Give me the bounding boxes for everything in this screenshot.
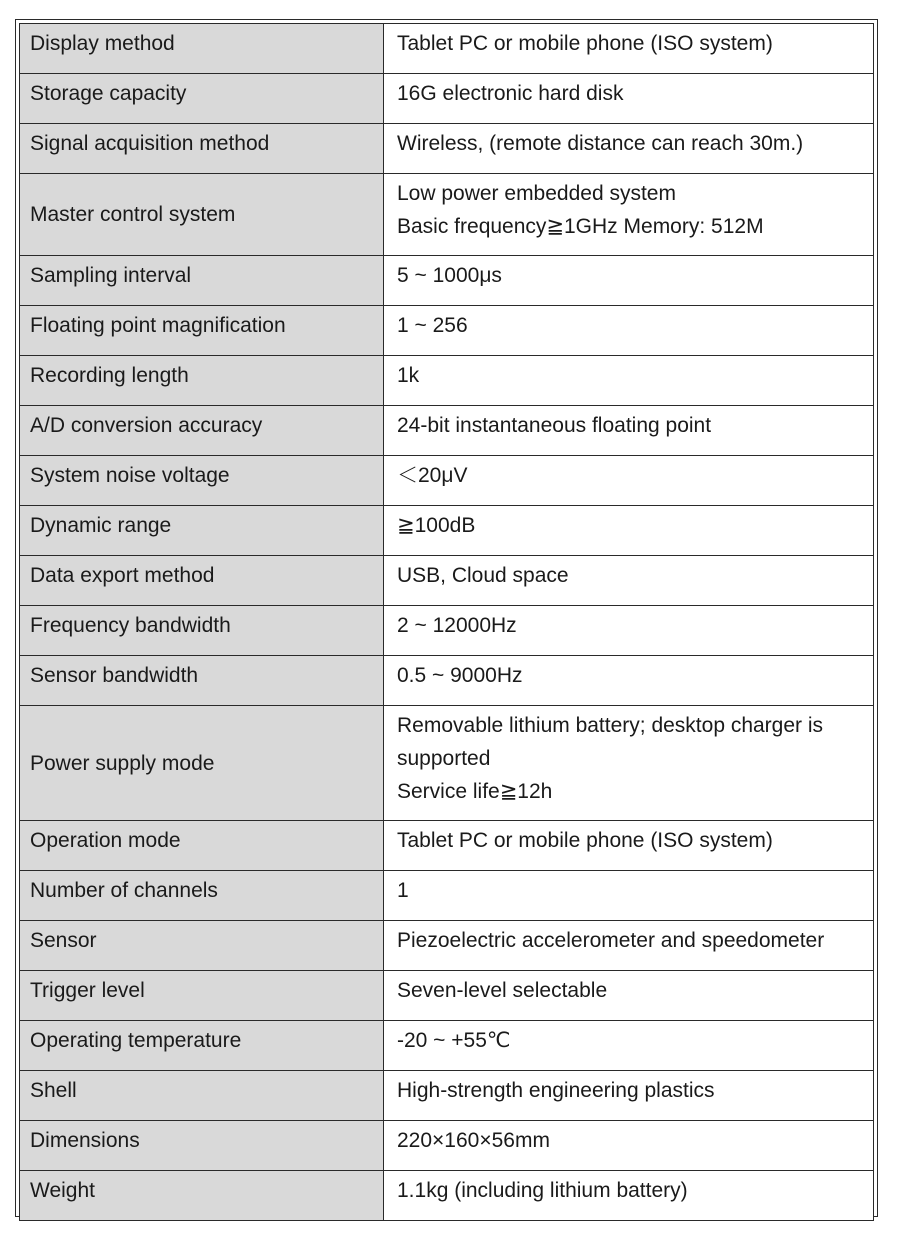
spec-value [384,656,874,706]
spec-row [20,74,874,124]
spec-value [384,256,874,306]
spec-table-body [20,24,874,1221]
spec-label: Master control system [20,174,384,256]
spec-row [20,174,874,256]
spec-label: Shell [20,1071,384,1121]
spec-label: Storage capacity [20,74,384,124]
spec-label: Display method [20,24,384,74]
spec-label: Trigger level [20,971,384,1021]
spec-value [384,356,874,406]
spec-label: Weight [20,1171,384,1221]
spec-value [384,971,874,1021]
spec-value [384,406,874,456]
spec-row [20,406,874,456]
spec-row [20,606,874,656]
spec-value-line: ＜20μV [397,464,468,487]
spec-row [20,1021,874,1071]
spec-label: Sensor bandwidth [20,656,384,706]
spec-value-line: Wireless, (remote distance can reach 30m.) [397,132,804,155]
spec-value-line: 16G electronic hard disk [397,82,624,105]
spec-label: Dynamic range [20,506,384,556]
spec-table [19,23,874,1221]
spec-row [20,706,874,821]
spec-row [20,1071,874,1121]
spec-value-line: 220×160×56mm [397,1129,550,1152]
spec-label: Data export method [20,556,384,606]
spec-value [384,74,874,124]
spec-table-frame [15,19,878,1217]
spec-label: Sensor [20,921,384,971]
spec-label: Recording length [20,356,384,406]
spec-value-line: 5 ~ 1000μs [397,264,502,287]
spec-label: A/D conversion accuracy [20,406,384,456]
spec-value-line: Low power embedded system [397,182,676,205]
spec-row [20,821,874,871]
spec-value [384,1021,874,1071]
spec-value-line: Service life≧12h [397,780,553,803]
spec-value-line: 1 ~ 256 [397,314,468,337]
spec-value-line: Tablet PC or mobile phone (ISO system) [397,32,773,55]
spec-value-line: 2 ~ 12000Hz [397,614,517,637]
spec-value [384,871,874,921]
spec-value-line: 24-bit instantaneous floating point [397,414,712,437]
spec-row [20,506,874,556]
spec-value [384,306,874,356]
spec-label: Signal acquisition method [20,124,384,174]
spec-row [20,871,874,921]
spec-value [384,24,874,74]
spec-label: Sampling interval [20,256,384,306]
spec-label: Number of channels [20,871,384,921]
spec-value [384,1071,874,1121]
spec-value-line: 1 [397,879,409,902]
spec-label: System noise voltage [20,456,384,506]
spec-label: Operation mode [20,821,384,871]
spec-value-line: Piezoelectric accelerometer and speedometer [397,929,825,952]
spec-value-line: 1k [397,364,420,387]
spec-value [384,556,874,606]
spec-value [384,1121,874,1171]
spec-row [20,656,874,706]
spec-value-line: 1.1kg (including lithium battery) [397,1179,688,1202]
spec-value [384,606,874,656]
spec-value-line: Basic frequency≧1GHz Memory: 512M [397,215,764,238]
spec-value [384,124,874,174]
spec-value [384,921,874,971]
spec-row [20,1121,874,1171]
spec-row [20,456,874,506]
spec-row [20,1171,874,1221]
spec-value [384,506,874,556]
spec-value [384,456,874,506]
spec-value-line: ≧100dB [397,514,476,537]
spec-row [20,356,874,406]
spec-label: Dimensions [20,1121,384,1171]
spec-row [20,256,874,306]
spec-value-line: Tablet PC or mobile phone (ISO system) [397,829,773,852]
spec-value-line: Seven-level selectable [397,979,608,1002]
spec-value-line: High-strength engineering plastics [397,1079,715,1102]
spec-row [20,24,874,74]
spec-value [384,1171,874,1221]
spec-value-line: USB, Cloud space [397,564,569,587]
spec-value-line: 0.5 ~ 9000Hz [397,664,523,687]
spec-row [20,124,874,174]
spec-row [20,971,874,1021]
spec-label: Power supply mode [20,706,384,821]
spec-row [20,306,874,356]
spec-value-line: Removable lithium battery; desktop charger is supported [397,714,824,770]
spec-value-line: -20 ~ +55℃ [397,1029,511,1052]
spec-label: Frequency bandwidth [20,606,384,656]
spec-value [384,706,874,821]
spec-value [384,821,874,871]
spec-row [20,921,874,971]
spec-label: Operating temperature [20,1021,384,1071]
spec-value [384,174,874,256]
spec-label: Floating point magnification [20,306,384,356]
spec-row [20,556,874,606]
